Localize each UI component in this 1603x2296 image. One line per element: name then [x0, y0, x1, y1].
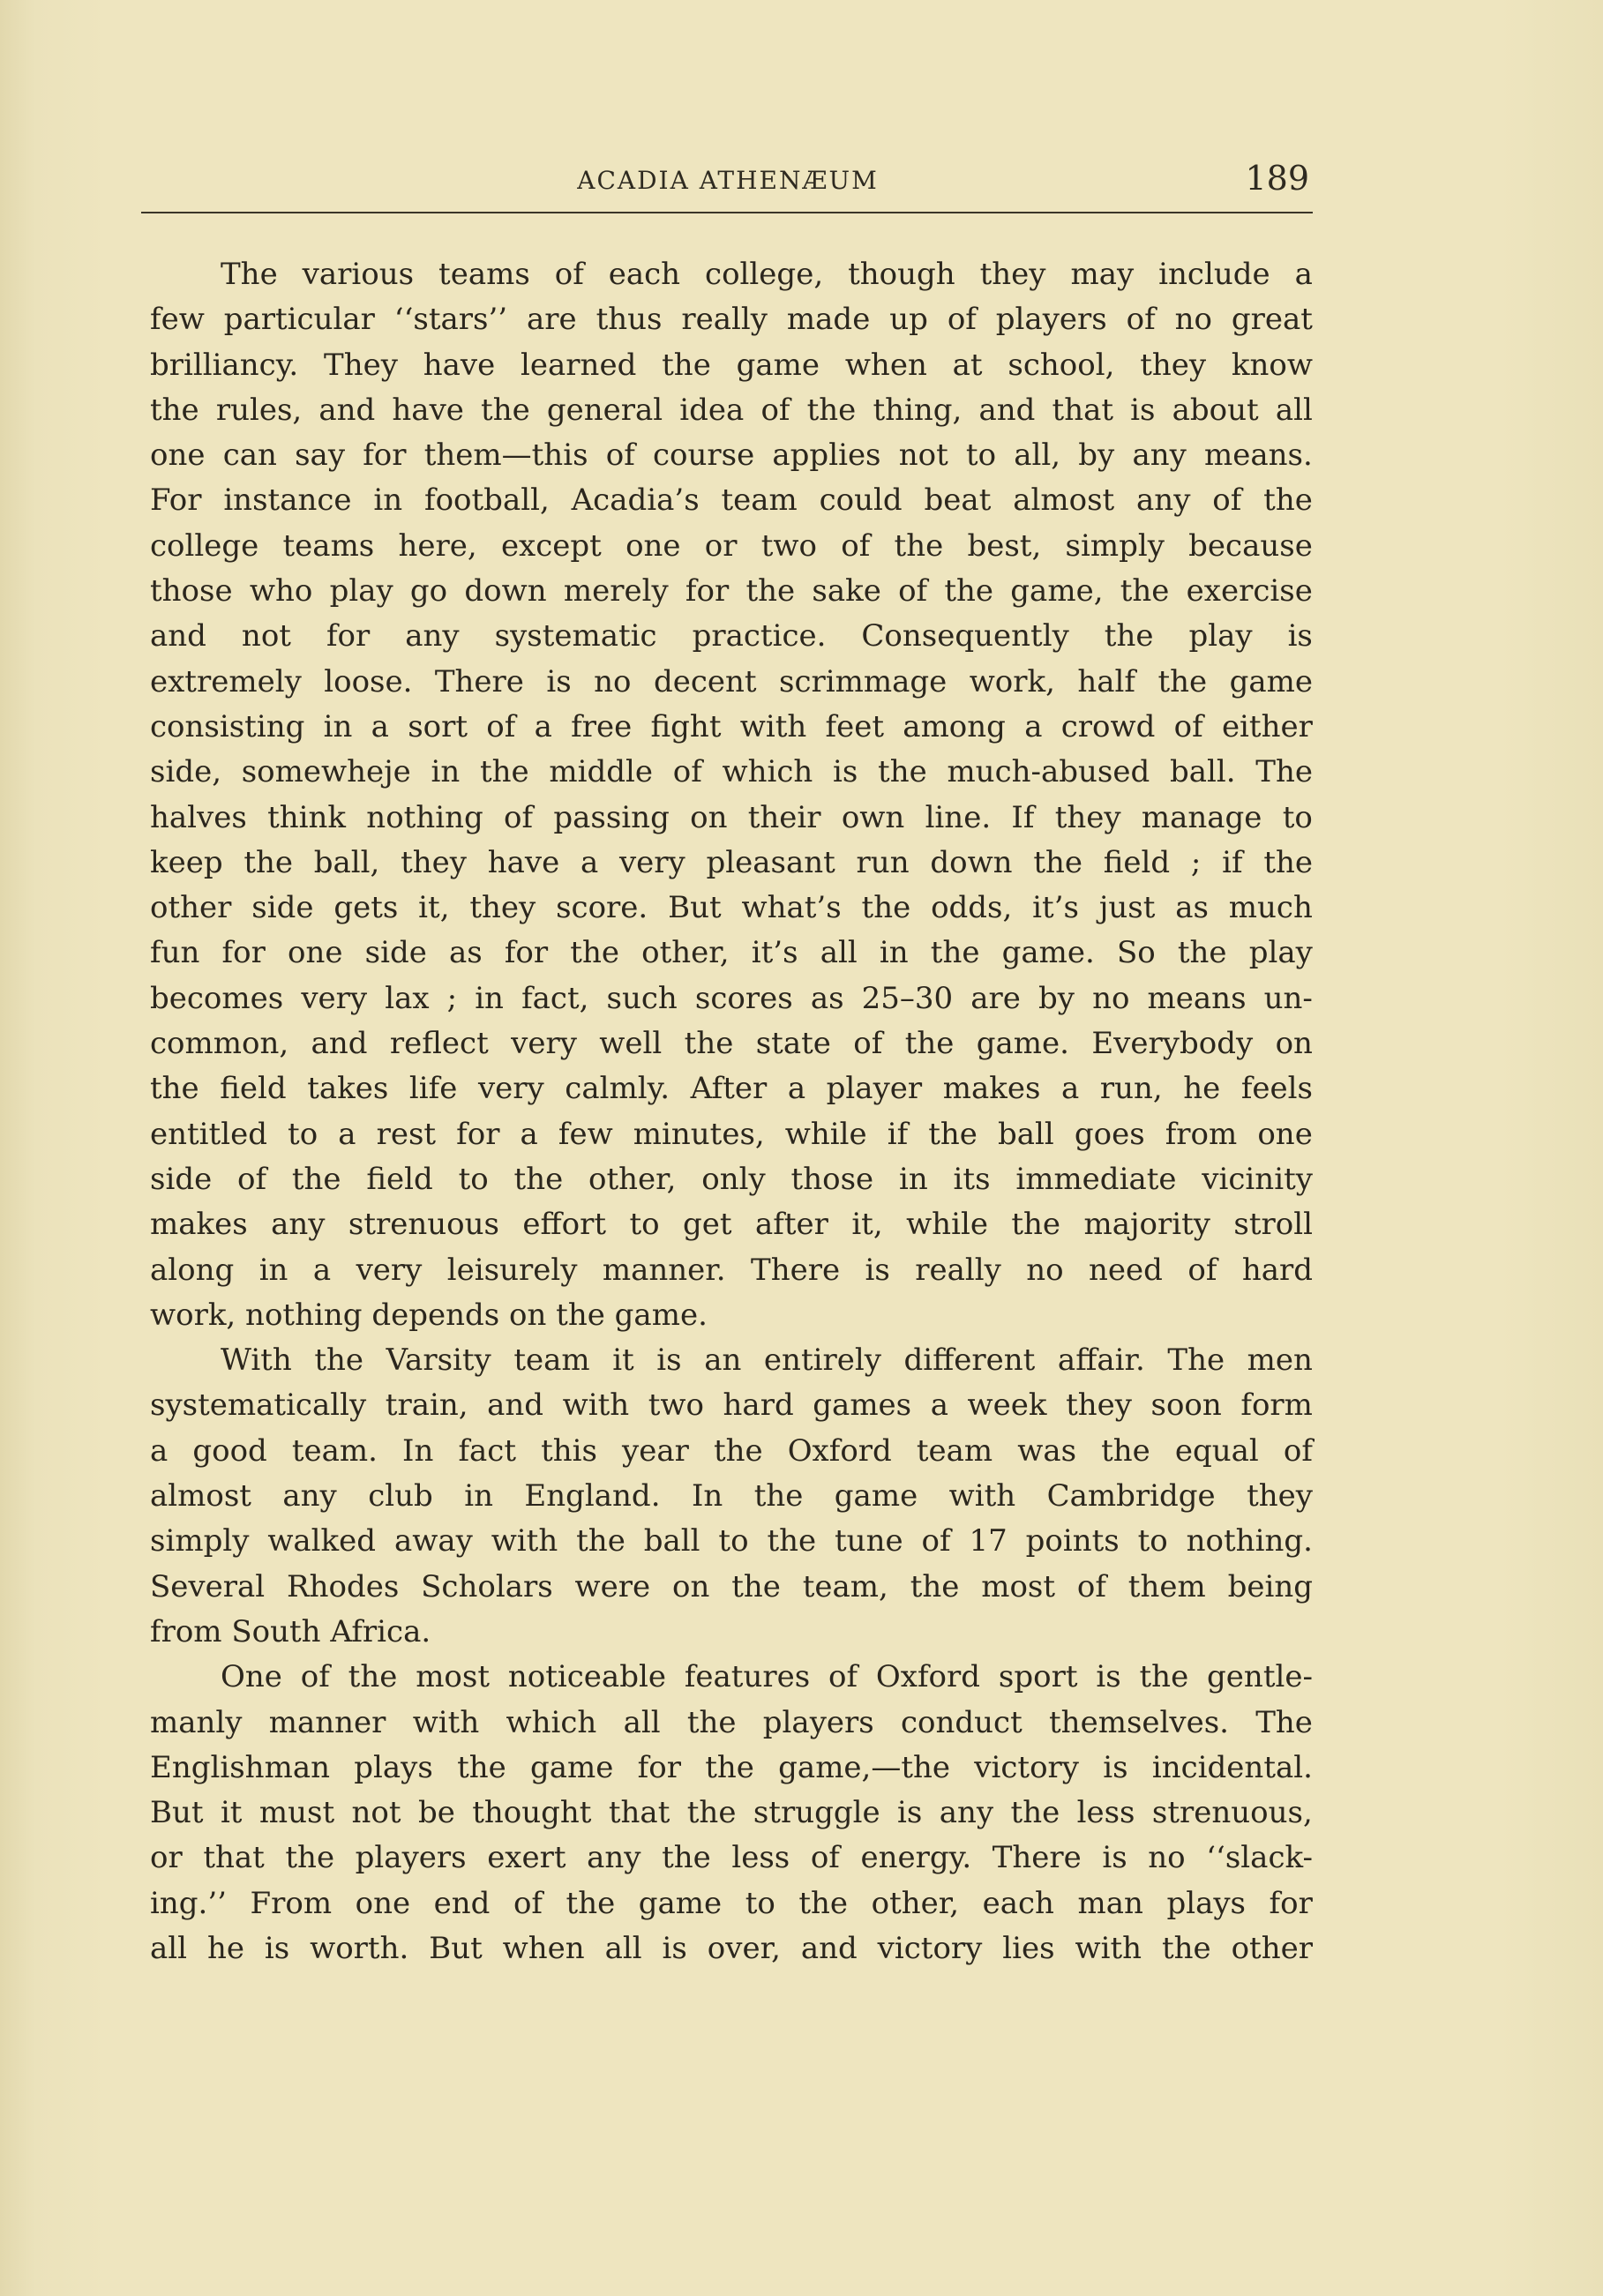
text-line: makes any strenuous effort to get after it, while the majority stroll — [150, 1207, 1313, 1243]
text-line: side, somewheje in the middle of which is the much-abused ball. The — [150, 754, 1313, 790]
text-line: systematically train, and with two hard games a week they soon form — [150, 1387, 1313, 1424]
text-line: One of the most noticeable features of Oxford sport is the gentle- — [221, 1659, 1313, 1695]
text-line: almost any club in England. In the game with Cambridge they — [150, 1478, 1313, 1514]
text-line: few particular ‘‘stars’’ are thus really made up of players of no great — [150, 302, 1313, 338]
text-line: other side gets it, they score. But what’s the odds, it’s just as much — [150, 890, 1313, 926]
text-line: extremely loose. There is no decent scrimmage work, half the game — [150, 663, 1313, 699]
text-line: from South Africa. — [150, 1613, 431, 1649]
text-line: all he is worth. But when all is over, and victory lies with the other — [150, 1930, 1313, 1966]
running-title: ACADIA ATHENÆUM — [577, 166, 879, 195]
text-line: For instance in football, Acadia’s team could beat almost any of the — [150, 482, 1313, 519]
text-line: manly manner with which all the players conduct themselves. The — [150, 1704, 1313, 1740]
text-line: simply walked away with the ball to the tune of 17 points to nothing. — [150, 1523, 1313, 1559]
text-line: one can say for them—this of course applies not to all, by any means. — [150, 438, 1313, 474]
text-line: the field takes life very calmly. After a player makes a run, he feels — [150, 1071, 1313, 1107]
text-line: keep the ball, they have a very pleasant run down the field ; if the — [150, 844, 1313, 880]
text-line: Englishman plays the game for the game,—the victory is incidental. — [150, 1749, 1313, 1785]
text-line: and not for any systematic practice. Consequently the play is — [150, 618, 1313, 654]
text-line: The various teams of each college, though they may include a — [221, 257, 1313, 292]
text-line: halves think nothing of passing on their own line. If they manage to — [150, 799, 1313, 835]
page-header — [141, 159, 1315, 203]
text-line: becomes very lax ; in fact, such scores as 25–30 are by no means un- — [150, 980, 1313, 1016]
text-line: the rules, and have the general idea of the thing, and that is about all — [150, 392, 1313, 428]
text-line: ing.’’ From one end of the game to the other, each man plays for — [150, 1885, 1313, 1921]
text-line: along in a very leisurely manner. There is really no need of hard — [150, 1252, 1313, 1288]
text-line: consisting in a sort of a free fight with feet among a crowd of either — [150, 708, 1313, 744]
body-text — [150, 252, 1313, 1971]
text-line: brilliancy. They have learned the game when at school, they know — [150, 347, 1313, 383]
text-line: a good team. In fact this year the Oxford team was the equal of — [150, 1432, 1313, 1469]
text-line: But it must not be thought that the struggle is any the less strenuous, — [150, 1795, 1313, 1831]
text-line: common, and reflect very well the state of the game. Everybody on — [150, 1026, 1313, 1062]
page-number: 189 — [1245, 159, 1309, 198]
text-line: Several Rhodes Scholars were on the team, the most of them being — [150, 1568, 1313, 1604]
text-line: side of the field to the other, only those in its immediate vicinity — [150, 1161, 1313, 1197]
text-line: work, nothing depends on the game. — [150, 1297, 708, 1333]
text-line: fun for one side as for the other, it’s all in the game. So the play — [150, 935, 1313, 971]
text-line: entitled to a rest for a few minutes, while if the ball goes from one — [150, 1116, 1313, 1152]
header-rule — [141, 212, 1313, 213]
text-line: or that the players exert any the less of energy. There is no ‘‘slack- — [150, 1840, 1313, 1876]
text-line: those who play go down merely for the sake of the game, the exercise — [150, 573, 1313, 610]
text-line: With the Varsity team it is an entirely different affair. The men — [221, 1342, 1313, 1379]
text-line: college teams here, except one or two of the best, simply because — [150, 527, 1313, 564]
